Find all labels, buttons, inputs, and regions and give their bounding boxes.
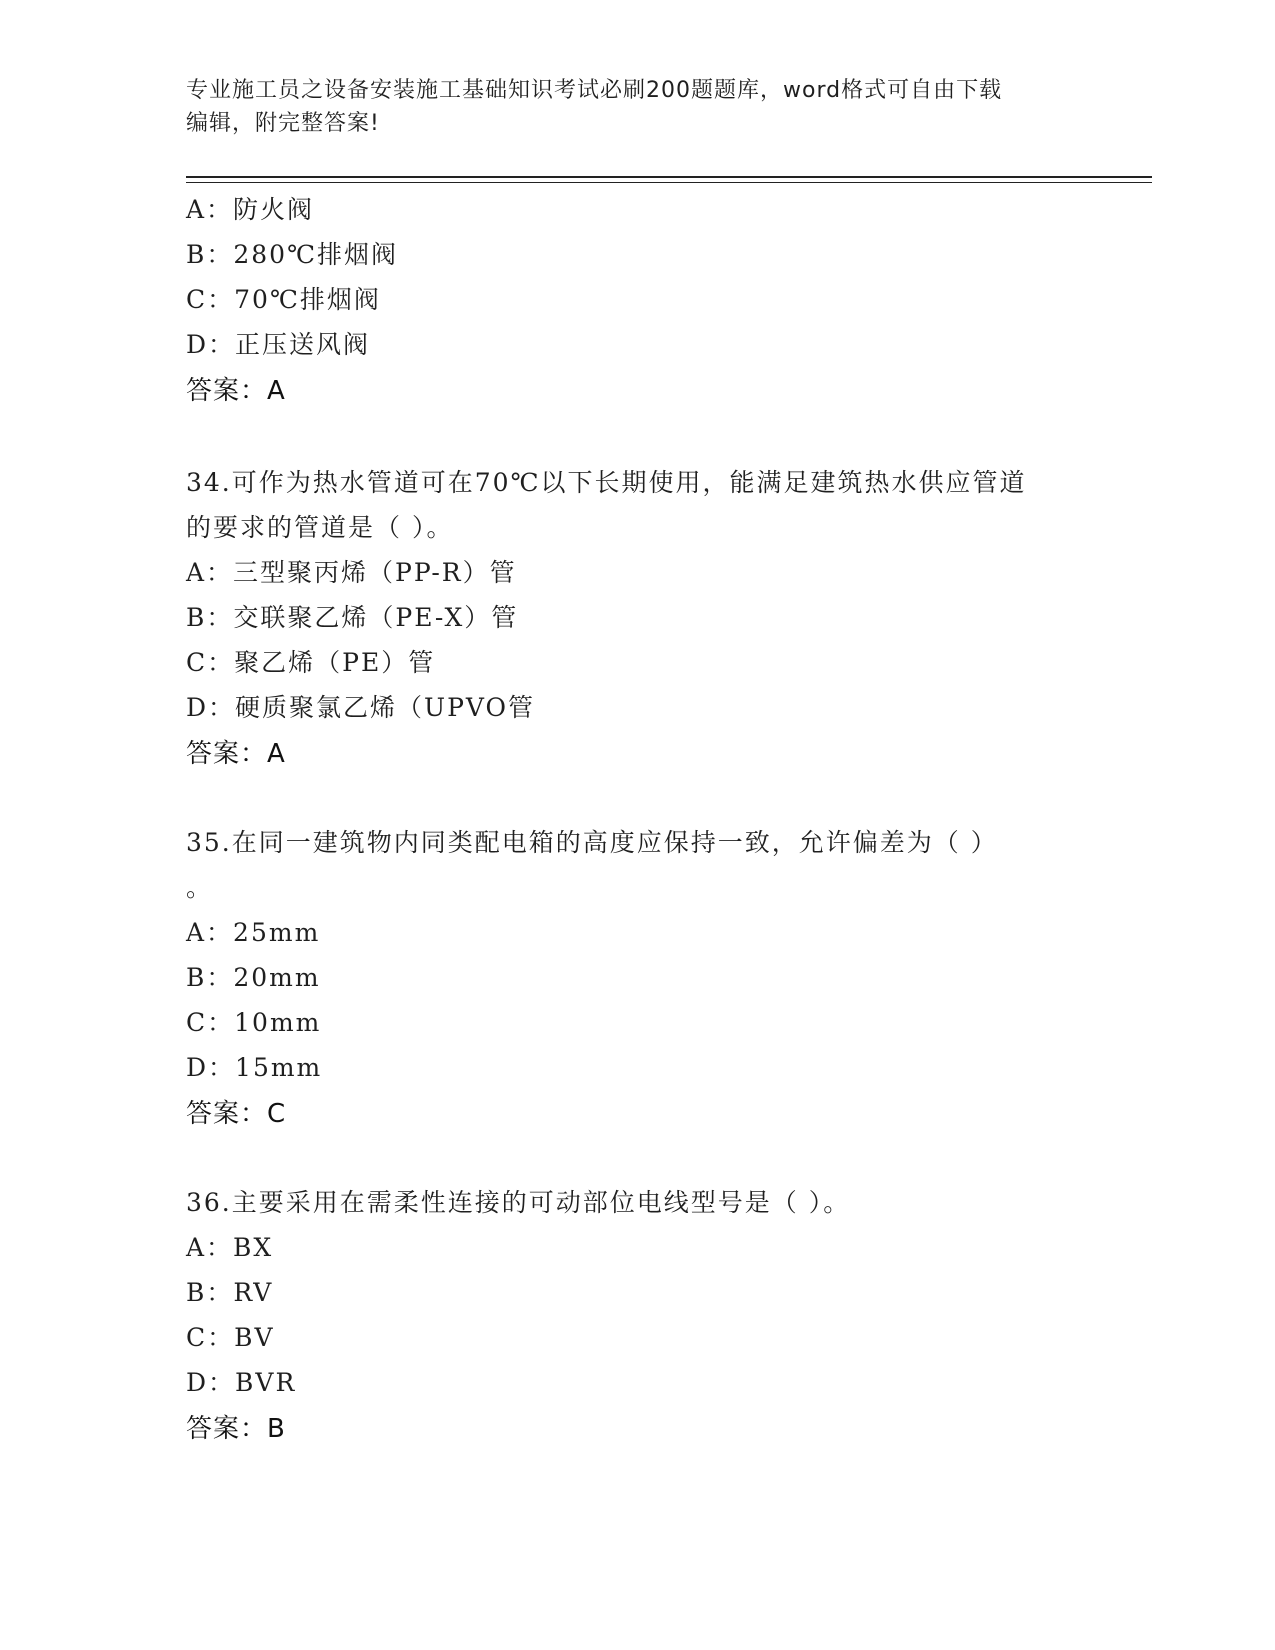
document-header [186,74,1066,140]
answer-line: 答案：A [186,739,286,769]
option-b: B：20mm [186,963,321,992]
question-stem-line-1: 36.主要采用在需柔性连接的可动部位电线型号是（ ）。 [186,1188,851,1217]
option-a: A：BX [186,1233,274,1262]
option-b: B：RV [186,1278,274,1307]
question-stem-line-2: 的要求的管道是（ ）。 [186,513,454,542]
option-a: A：25mm [186,918,321,947]
option-c: C：聚乙烯（PE）管 [186,648,436,677]
option-a: A：三型聚丙烯（PP-R）管 [186,558,517,587]
question-stem-line-1: 35.在同一建筑物内同类配电箱的高度应保持一致，允许偏差为（ ） [186,828,998,857]
question-stem-line-2: 。 [186,873,214,902]
question-stem-line-1: 34.可作为热水管道可在70℃以下长期使用，能满足建筑热水供应管道 [186,468,1027,497]
option-d: D：BVR [186,1368,297,1397]
option-d: D：15mm [186,1053,323,1082]
header-divider-thin [186,182,1152,183]
option-c: C：BV [186,1323,275,1352]
option-b: B：280℃排烟阀 [186,240,399,269]
answer-line: 答案：B [186,1414,286,1444]
option-a: A：防火阀 [186,195,315,224]
header-divider-thick [186,176,1152,178]
option-d: D：正压送风阀 [186,330,371,359]
header-title-line-1: 专业施工员之设备安装施工基础知识考试必刷200题题库，word格式可自由下载 [186,78,1003,103]
option-c: C：10mm [186,1008,322,1037]
option-c: C：70℃排烟阀 [186,285,381,314]
header-title-line-2: 编辑，附完整答案! [186,111,380,136]
option-d: D：硬质聚氯乙烯（UPVO管 [186,693,536,722]
answer-line: 答案：C [186,1099,287,1129]
answer-line: 答案：A [186,376,286,406]
option-b: B：交联聚乙烯（PE-X）管 [186,603,519,632]
